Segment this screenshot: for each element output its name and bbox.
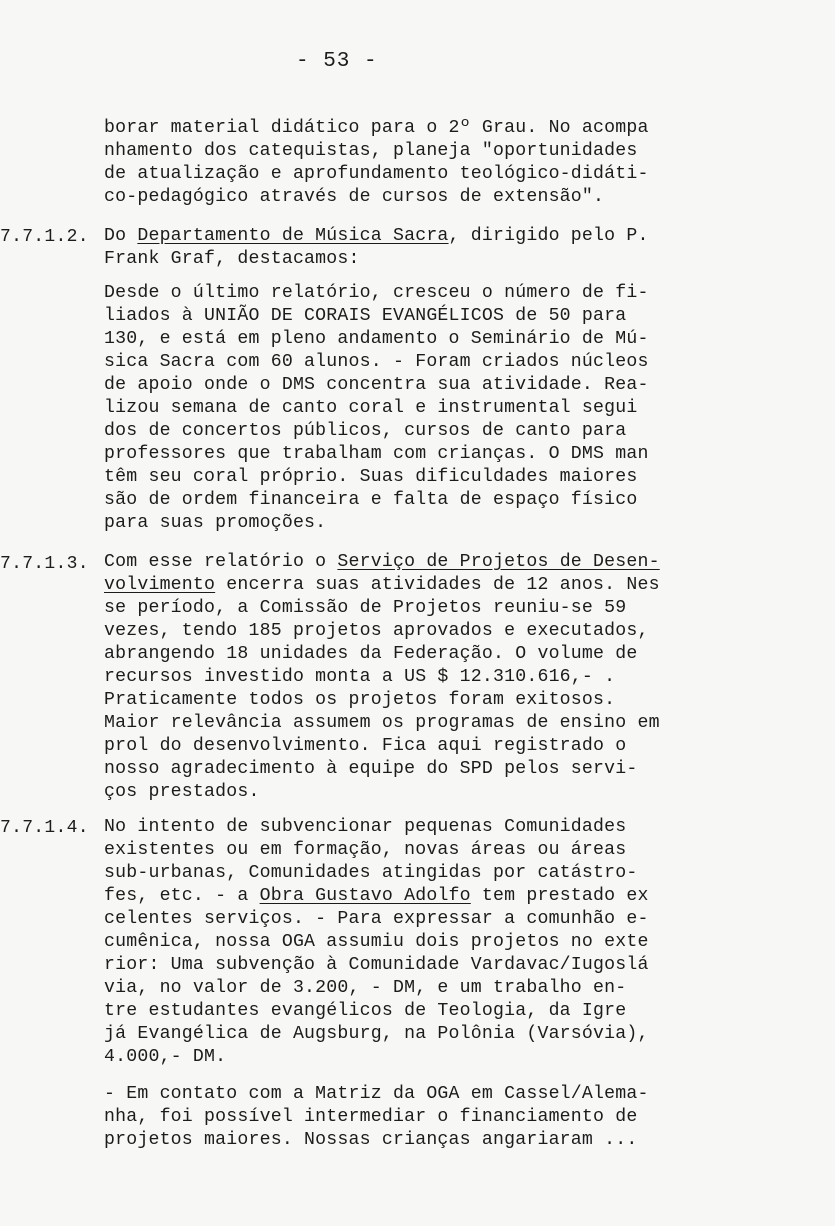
text-line: Maior relevância assumem os programas de ensino em	[104, 713, 660, 733]
line-suffix: tem prestado ex	[470, 886, 649, 906]
text-line: nha, foi possível intermediar o financiamento de	[104, 1107, 638, 1127]
text-line: de apoio onde o DMS concentra sua atividade. Rea-	[104, 375, 649, 395]
text-line: professores que trabalham com crianças. O DMS man	[104, 444, 649, 464]
text-line: 4.000,- DM.	[104, 1047, 227, 1067]
text-line: de atualização e aprofundamento teológico-didáti-	[104, 164, 649, 184]
text-line: recursos investido monta a US $ 12.310.616,- .	[104, 667, 616, 687]
text-line: via, no valor de 3.200, - DM, e um trabalho en-	[104, 978, 627, 998]
text-line: tre estudantes evangélicos de Teologia, da Igre	[104, 1001, 627, 1021]
text-line: liados à UNIÃO DE CORAIS EVANGÉLICOS de 50 para	[104, 306, 627, 326]
text-line: lizou semana de canto coral e instrumental segui	[104, 398, 638, 418]
section-body	[104, 816, 664, 1069]
text-line: Desde o último relatório, cresceu o número de fi-	[104, 283, 649, 303]
line-prefix: Com esse relatório o	[104, 552, 338, 572]
service-name: Serviço de Projetos de Desen-	[337, 552, 660, 572]
text-line: ços prestados.	[104, 782, 260, 802]
text-line: Frank Graf, destacamos:	[104, 249, 360, 269]
text-line: vezes, tendo 185 projetos aprovados e executados,	[104, 621, 649, 641]
text-line: dos de concertos públicos, cursos de canto para	[104, 421, 627, 441]
section-number: 7.7.1.4.	[0, 818, 89, 838]
text-line: têm seu coral próprio. Suas dificuldades maiores	[104, 467, 638, 487]
section-number: 7.7.1.2.	[0, 227, 89, 247]
organization-name: Obra Gustavo Adolfo	[259, 886, 471, 906]
section-paragraph	[104, 1083, 664, 1152]
text-line: se período, a Comissão de Projetos reuniu-se 59	[104, 598, 627, 618]
section-number: 7.7.1.3.	[0, 554, 89, 574]
text-line: borar material didático para o 2º Grau. No acompa	[104, 118, 649, 138]
line-suffix: encerra suas atividades de 12 anos. Nes	[215, 575, 660, 595]
text-line: nhamento dos catequistas, planeja "oportunidades	[104, 141, 638, 161]
text-line: projetos maiores. Nossas crianças angariaram ...	[104, 1130, 638, 1150]
text-line: No intento de subvencionar pequenas Comunidades	[104, 817, 627, 837]
text-line: celentes serviços. - Para expressar a comunhão e-	[104, 909, 649, 929]
text-line: 130, e está em pleno andamento o Seminário de Mú-	[104, 329, 649, 349]
intro-paragraph	[104, 117, 664, 209]
heading-suffix: , dirigido pelo P.	[448, 226, 649, 246]
text-line: para suas promoções.	[104, 513, 327, 533]
text-line: sub-urbanas, Comunidades atingidas por catástro-	[104, 863, 638, 883]
text-line: são de ordem financeira e falta de espaço físico	[104, 490, 638, 510]
text-line: prol do desenvolvimento. Fica aqui registrado o	[104, 736, 627, 756]
page-number: - 53 -	[296, 50, 378, 73]
service-name-continued: volvimento	[104, 575, 216, 595]
text-line: já Evangélica de Augsburg, na Polônia (Varsóvia),	[104, 1024, 649, 1044]
heading-prefix: Do	[104, 226, 138, 246]
text-line: - Em contato com a Matriz da OGA em Cassel/Alema-	[104, 1084, 649, 1104]
section-heading	[104, 225, 664, 271]
text-line: existentes ou em formação, novas áreas ou áreas	[104, 840, 627, 860]
text-line: sica Sacra com 60 alunos. - Foram criados núcleos	[104, 352, 649, 372]
department-name: Departamento de Música Sacra	[137, 226, 449, 246]
text-line: rior: Uma subvenção à Comunidade Vardavac/Iugoslá	[104, 955, 649, 975]
section-body	[104, 551, 664, 804]
text-line: co-pedagógico através de cursos de extensão".	[104, 187, 605, 207]
text-line: Praticamente todos os projetos foram exitosos.	[104, 690, 616, 710]
text-line: cumênica, nossa OGA assumiu dois projetos no exte	[104, 932, 649, 952]
section-body	[104, 282, 664, 535]
text-line: abrangendo 18 unidades da Federação. O volume de	[104, 644, 638, 664]
line-prefix: fes, etc. - a	[104, 886, 260, 906]
text-line: nosso agradecimento à equipe do SPD pelos servi-	[104, 759, 638, 779]
